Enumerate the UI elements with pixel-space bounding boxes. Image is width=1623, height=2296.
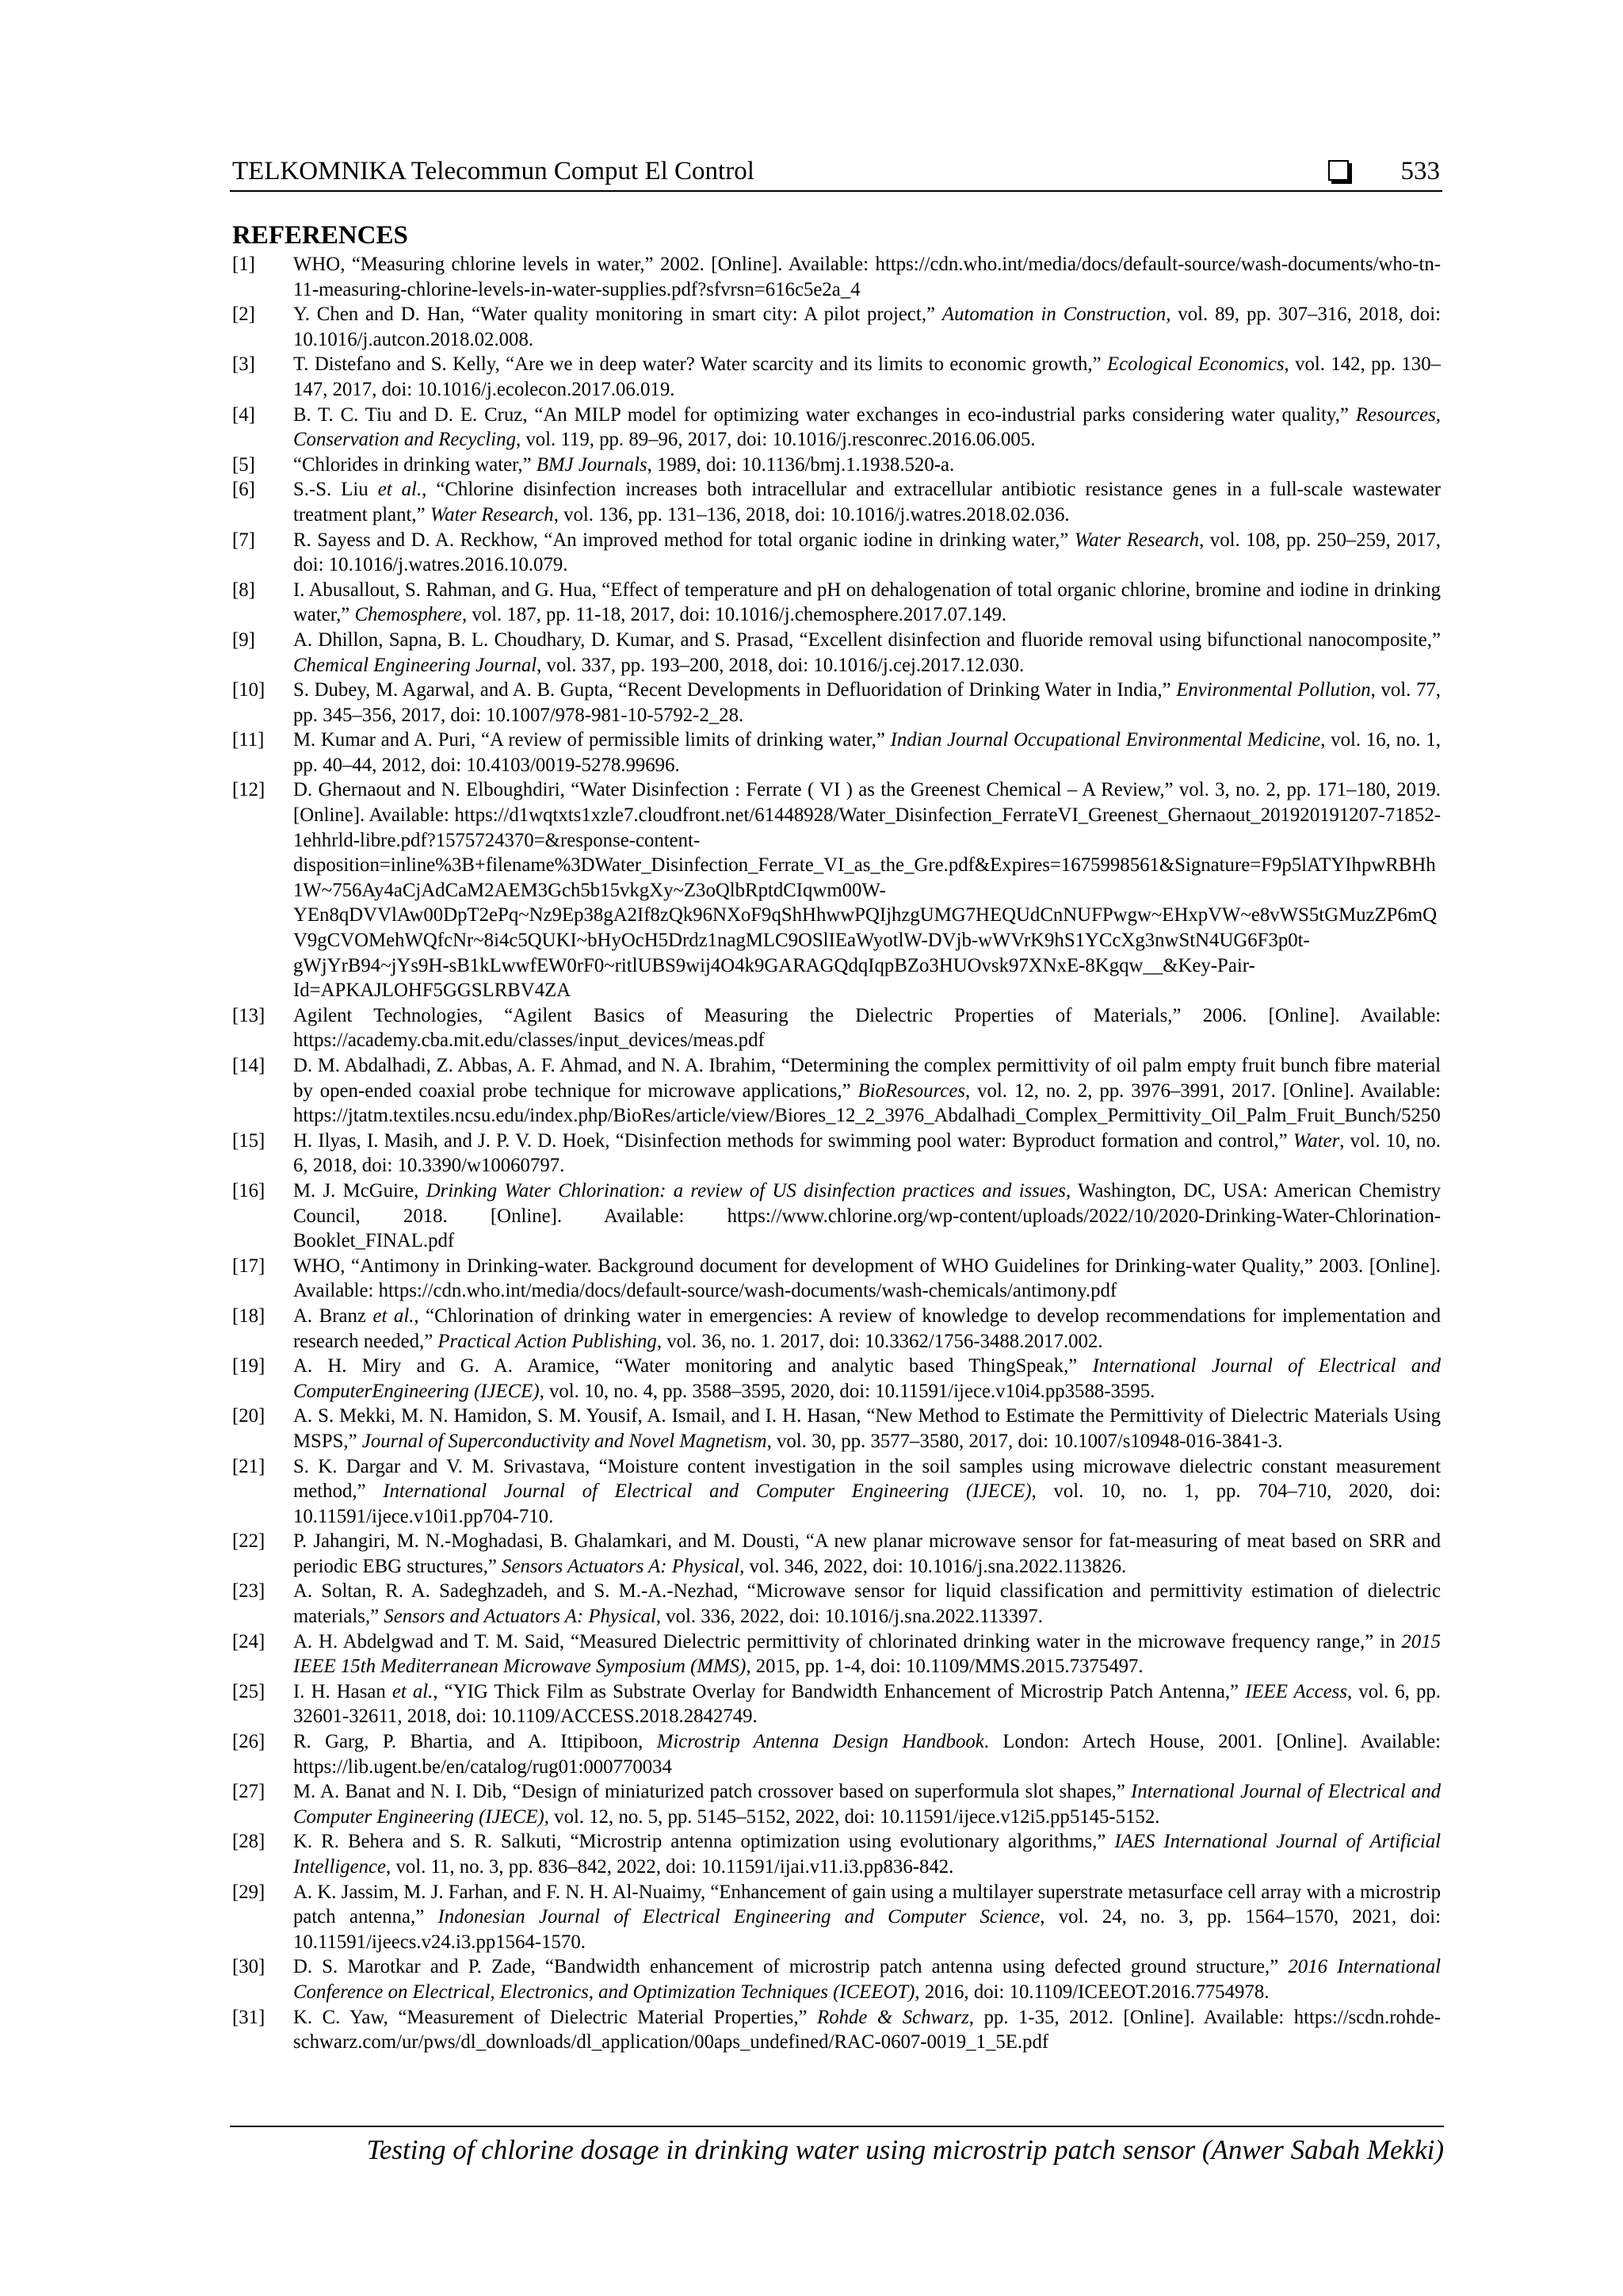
reference-text-segment: , vol. 89, pp. 307–316, 2018, doi: 10.1016/j.autcon.2018.02.008. bbox=[293, 304, 1441, 350]
reference-text-segment: , 2016, doi: 10.1109/ICEEOT.2016.7754978. bbox=[915, 1981, 1270, 2003]
reference-italic-text: 2016 International Conference on Electrical, Electronics, and Optimization Techniques (ICEEOT) bbox=[293, 1956, 1441, 2003]
references-heading: REFERENCES bbox=[232, 221, 408, 250]
reference-item bbox=[230, 1880, 1441, 1955]
reference-text-segment: , vol. 11, no. 3, pp. 836–842, 2022, doi: 10.11591/ijai.v11.i3.pp836-842. bbox=[386, 1856, 954, 1878]
reference-text bbox=[293, 1731, 1441, 1778]
reference-text-segment: M. Kumar and A. Puri, “A review of permissible limits of drinking water,” bbox=[293, 729, 891, 751]
reference-number: [8] bbox=[232, 579, 255, 601]
reference-text-segment: , vol. 36, no. 1. 2017, doi: 10.3362/1756-3488.2017.002. bbox=[656, 1330, 1103, 1352]
reference-text-segment: K. R. Behera and S. R. Salkuti, “Microstrip antenna optimization using evolutionary algorithms,” bbox=[293, 1831, 1115, 1853]
reference-text bbox=[293, 1631, 1441, 1678]
reference-number: [3] bbox=[232, 353, 255, 376]
reference-text bbox=[293, 1681, 1441, 1728]
reference-text bbox=[293, 729, 1441, 776]
reference-item bbox=[230, 1454, 1441, 1530]
reference-list bbox=[230, 252, 1441, 2055]
reference-number: [13] bbox=[232, 1004, 265, 1026]
reference-text bbox=[293, 454, 954, 476]
reference-number: [21] bbox=[232, 1455, 265, 1477]
reference-text-segment: A. H. Miry and G. A. Aramice, “Water monitoring and analytic based ThingSpeak,” bbox=[293, 1355, 1093, 1377]
reference-number: [23] bbox=[232, 1580, 265, 1603]
reference-text bbox=[293, 529, 1441, 576]
reference-text bbox=[293, 254, 1441, 300]
reference-italic-text: International Journal of Electrical and ComputerEngineering (IJECE) bbox=[293, 1355, 1442, 1402]
reference-item bbox=[230, 628, 1441, 678]
reference-text-segment: S.-S. Liu bbox=[293, 479, 378, 501]
reference-item bbox=[230, 1729, 1441, 1779]
reference-text-segment: R. Garg, P. Bhartia, and A. Ittipiboon, bbox=[293, 1731, 657, 1753]
reference-text bbox=[293, 579, 1441, 626]
reference-text-segment: A. Branz bbox=[293, 1305, 373, 1327]
running-header bbox=[230, 152, 1442, 192]
reference-text bbox=[293, 1130, 1441, 1177]
reference-italic-text: Indonesian Journal of Electrical Engineering and Computer Science bbox=[437, 1906, 1041, 1928]
reference-number: [12] bbox=[232, 779, 265, 801]
reference-item bbox=[230, 403, 1441, 453]
reference-number: [19] bbox=[232, 1355, 265, 1377]
reference-text-segment: , vol. 12, no. 2, pp. 3976–3991, 2017. [Online]. Available: https://jtatm.textiles.ncsu.edu/index.php/BioRes/article/view/Biores_12_2_3976_Abdalhadi_Complex_Permittivity_Oil_Palm_Fruit_Bunch/5250 bbox=[293, 1079, 1441, 1127]
reference-item bbox=[230, 302, 1441, 352]
reference-text-segment: , “Chlorination of drinking water in emergencies: A review of knowledge to develop recommendations for implementation and research needed,” bbox=[293, 1305, 1441, 1352]
reference-italic-text: et al. bbox=[372, 1305, 414, 1327]
reference-italic-text: et al. bbox=[391, 1680, 433, 1702]
reference-text-segment: I. Abusallout, S. Rahman, and G. Hua, “Effect of temperature and pH on dehalogenation of total organic chlorine, bromine and iodine in drinking water,” bbox=[293, 579, 1441, 626]
reference-number: [20] bbox=[232, 1405, 265, 1427]
reference-number: [25] bbox=[232, 1680, 265, 1702]
reference-italic-text: Drinking Water Chlorination: a review of US disinfection practices and issues bbox=[426, 1179, 1066, 1201]
reference-italic-text: IEEE Access bbox=[1245, 1680, 1347, 1702]
reference-text-segment: , “Chlorine disinfection increases both intracellular and extracellular antibiotic resistance genes in a full-scale wastewater treatment plant,” bbox=[293, 479, 1441, 525]
reference-text-segment: , 1989, doi: 10.1136/bmj.1.1938.520-a. bbox=[647, 453, 955, 476]
reference-text-segment: M. J. McGuire, bbox=[293, 1179, 426, 1201]
reference-number: [26] bbox=[232, 1731, 265, 1753]
reference-item bbox=[230, 1404, 1441, 1454]
reference-text-segment: , vol. 77, pp. 345–356, 2017, doi: 10.1007/978-981-10-5792-2_28. bbox=[293, 679, 1442, 726]
reference-item bbox=[230, 1304, 1441, 1354]
reference-number: [31] bbox=[232, 2006, 265, 2028]
reference-text bbox=[293, 404, 1441, 451]
reference-italic-text: Sensors and Actuators A: Physical bbox=[384, 1606, 656, 1628]
reference-text bbox=[293, 779, 1441, 1001]
reference-number: [30] bbox=[232, 1956, 265, 1978]
reference-italic-text: Water Research bbox=[430, 503, 554, 525]
reference-text-segment: D. S. Marotkar and P. Zade, “Bandwidth enhancement of microstrip patch antenna using defected ground structure,” bbox=[293, 1956, 1289, 1978]
reference-text bbox=[293, 479, 1441, 525]
reference-text-segment: Y. Chen and D. Han, “Water quality monitoring in smart city: A pilot project,” bbox=[293, 304, 942, 326]
reference-text-segment: , vol. 337, pp. 193–200, 2018, doi: 10.1016/j.cej.2017.12.030. bbox=[537, 654, 1025, 676]
reference-text-segment: K. C. Yaw, “Measurement of Dielectric Material Properties,” bbox=[293, 2006, 818, 2028]
reference-item bbox=[230, 528, 1441, 578]
reference-text bbox=[293, 1005, 1441, 1052]
checkbox-square-icon bbox=[1328, 160, 1349, 181]
reference-text-segment: T. Distefano and S. Kelly, “Are we in deep water? Water scarcity and its limits to economic growth,” bbox=[293, 353, 1107, 376]
reference-italic-text: IAES International Journal of Artificial Intelligence bbox=[293, 1831, 1442, 1878]
reference-text bbox=[293, 1956, 1441, 2003]
reference-text-segment: H. Ilyas, I. Masih, and J. P. V. D. Hoek, “Disinfection methods for swimming pool water: Byproduct formation and control,” bbox=[293, 1129, 1293, 1152]
reference-number: [28] bbox=[232, 1831, 265, 1853]
reference-number: [11] bbox=[232, 729, 265, 751]
reference-number: [6] bbox=[232, 479, 255, 501]
reference-text-segment: D. M. Abdalhadi, Z. Abbas, A. F. Ahmad, and N. A. Ibrahim, “Determining the complex permittivity of oil palm empty fruit bunch fibre material by open-ended coaxial probe technique for microwave applications,” bbox=[293, 1055, 1441, 1102]
page-number: 533 bbox=[1400, 157, 1440, 185]
reference-text-segment: WHO, “Antimony in Drinking-water. Background document for development of WHO Guidelines for Drinking-water Quality,” 2003. [Online]. Available: https://cdn.who.int/media/docs/default-source/wash-documents/wash-chemicals/antimony.pdf bbox=[293, 1255, 1441, 1302]
reference-item bbox=[230, 252, 1441, 302]
reference-italic-text: 2015 IEEE 15th Mediterranean Microwave Symposium (MMS) bbox=[293, 1630, 1441, 1678]
reference-text bbox=[293, 353, 1441, 400]
reference-text bbox=[293, 1530, 1441, 1577]
reference-number: [22] bbox=[232, 1530, 265, 1553]
reference-item bbox=[230, 352, 1441, 402]
reference-text-segment: A. Dhillon, Sapna, B. L. Choudhary, D. Kumar, and S. Prasad, “Excellent disinfection and fluoride removal using bifunctional nanocomposite,” bbox=[293, 628, 1441, 651]
reference-italic-text: Rohde & Schwarz bbox=[817, 2006, 969, 2028]
reference-number: [27] bbox=[232, 1781, 265, 1803]
reference-text-segment: S. K. Dargar and V. M. Srivastava, “Moisture content investigation in the soil samples using microwave dielectric constant measurement method,” bbox=[293, 1455, 1441, 1503]
reference-item bbox=[230, 1954, 1441, 2004]
reference-number: [4] bbox=[232, 403, 255, 426]
reference-item bbox=[230, 678, 1441, 728]
reference-text bbox=[293, 1255, 1441, 1302]
reference-item bbox=[230, 728, 1441, 777]
reference-italic-text: Practical Action Publishing bbox=[437, 1330, 657, 1352]
footer-divider bbox=[230, 2126, 1444, 2127]
reference-text-segment: , vol. 10, no. 6, 2018, doi: 10.3390/w10060797. bbox=[293, 1129, 1441, 1177]
reference-italic-text: Resources, Conservation and Recycling bbox=[293, 403, 1441, 451]
reference-italic-text: Automation in Construction bbox=[941, 304, 1167, 326]
reference-text-segment: A. Soltan, R. A. Sadeghzadeh, and S. M.-A.-Nezhad, “Microwave sensor for liquid classification and permittivity estimation of dielectric materials,” bbox=[293, 1580, 1441, 1628]
reference-number: [9] bbox=[232, 628, 255, 651]
reference-italic-text: Environmental Pollution bbox=[1176, 679, 1371, 701]
reference-italic-text: Chemical Engineering Journal bbox=[293, 654, 537, 676]
reference-number: [5] bbox=[232, 453, 255, 476]
reference-text bbox=[293, 1580, 1441, 1627]
reference-text-segment: , “YIG Thick Film as Substrate Overlay for Bandwidth Enhancement of Microstrip Patch Antenna,” bbox=[433, 1680, 1246, 1702]
reference-text-segment: , vol. 12, no. 5, pp. 5145–5152, 2022, doi: 10.11591/ijece.v12i5.pp5145-5152. bbox=[544, 1805, 1160, 1828]
reference-text-segment: , 2015, pp. 1-4, doi: 10.1109/MMS.2015.7375497. bbox=[746, 1656, 1144, 1678]
reference-text-segment: S. Dubey, M. Agarwal, and A. B. Gupta, “Recent Developments in Defluoridation of Drinking Water in India,” bbox=[293, 679, 1177, 701]
reference-text-segment: , pp. 1-35, 2012. [Online]. Available: https://scdn.rohde-schwarz.com/ur/pws/dl_downloads/dl_application/00aps_undefined/RAC-0607-0019_1_5E.pdf bbox=[293, 2006, 1441, 2053]
reference-text-segment: M. A. Banat and N. I. Dib, “Design of miniaturized patch crossover based on superformula slot shapes,” bbox=[293, 1781, 1132, 1803]
reference-item bbox=[230, 453, 1441, 478]
reference-number: [24] bbox=[232, 1630, 265, 1652]
journal-name: TELKOMNIKA Telecommun Comput El Control bbox=[232, 157, 754, 185]
footer-article-title: Testing of chlorine dosage in drinking water using microstrip patch sensor (Anwer Sabah Mekki) bbox=[366, 2134, 1444, 2165]
reference-item bbox=[230, 777, 1441, 1003]
reference-text bbox=[293, 1305, 1441, 1352]
reference-italic-text: BioResources bbox=[857, 1079, 965, 1102]
reference-item bbox=[230, 1679, 1441, 1729]
reference-item bbox=[230, 1829, 1441, 1879]
reference-item bbox=[230, 1529, 1441, 1579]
reference-item bbox=[230, 1129, 1441, 1179]
reference-text-segment: R. Sayess and D. A. Reckhow, “An improved method for total organic iodine in drinking water,” bbox=[293, 529, 1075, 551]
reference-text-segment: P. Jahangiri, M. N.-Moghadasi, B. Ghalamkari, and M. Dousti, “A new planar microwave sensor for fat-measuring of meat based on SRR and periodic EBG structures,” bbox=[293, 1530, 1441, 1577]
reference-text-segment: A. S. Mekki, M. N. Hamidon, S. M. Yousif, A. Ismail, and I. H. Hasan, “New Method to Estimate the Permittivity of Dielectric Materials Using MSPS,” bbox=[293, 1405, 1441, 1452]
reference-italic-text: Journal of Superconductivity and Novel Magnetism bbox=[361, 1430, 767, 1452]
reference-text bbox=[293, 1456, 1441, 1527]
reference-number: [2] bbox=[232, 304, 255, 326]
reference-text-segment: , vol. 136, pp. 131–136, 2018, doi: 10.1016/j.watres.2018.02.036. bbox=[553, 503, 1070, 525]
reference-text-segment: , vol. 16, no. 1, pp. 40–44, 2012, doi: 10.4103/0019-5278.99696. bbox=[293, 729, 1441, 776]
reference-text-segment: , vol. 336, 2022, doi: 10.1016/j.sna.2022.113397. bbox=[655, 1606, 1043, 1628]
reference-text bbox=[293, 1055, 1441, 1126]
reference-item bbox=[230, 1629, 1441, 1679]
reference-italic-text: Chemosphere bbox=[354, 604, 462, 626]
reference-item bbox=[230, 578, 1441, 628]
reference-number: [1] bbox=[232, 254, 255, 275]
reference-text bbox=[293, 1405, 1441, 1452]
reference-number: [18] bbox=[232, 1305, 265, 1327]
reference-italic-text: et al. bbox=[377, 479, 422, 501]
reference-item bbox=[230, 1579, 1441, 1629]
reference-text-segment: , vol. 24, no. 3, pp. 1564–1570, 2021, doi: 10.11591/ijeecs.v24.i3.pp1564-1570. bbox=[293, 1906, 1441, 1953]
reference-text-segment: , vol. 142, pp. 130–147, 2017, doi: 10.1016/j.ecolecon.2017.06.019. bbox=[293, 353, 1441, 400]
reference-text-segment: WHO, “Measuring chlorine levels in water,” 2002. [Online]. Available: https://cdn.who.int/media/docs/default-source/wash-documents/who-tn-11-measuring-chlorine-levels-in-water-supplies.pdf?sfvrsn=616c5e2a_4 bbox=[293, 254, 1441, 300]
reference-text-segment: , vol. 6, pp. 32601-32611, 2018, doi: 10.1109/ACCESS.2018.2842749. bbox=[293, 1680, 1441, 1728]
reference-italic-text: Ecological Economics bbox=[1106, 353, 1285, 376]
reference-text bbox=[293, 1180, 1441, 1251]
reference-text bbox=[293, 1881, 1441, 1953]
reference-italic-text: International Journal of Electrical and Computer Engineering (IJECE) bbox=[383, 1480, 1032, 1503]
reference-italic-text: Indian Journal Occupational Environmental Medicine bbox=[890, 729, 1321, 751]
reference-item bbox=[230, 1254, 1441, 1304]
reference-text-segment: “Chlorides in drinking water,” bbox=[293, 453, 537, 476]
reference-text-segment: D. Ghernaout and N. Elboughdiri, “Water Disinfection : Ferrate ( VI ) as the Greenest Chemical – A Review,” vol. 3, no. 2, pp. 171–180, 2019. [Online]. Available: https://d1wqtxts1xzle7.cloudfront.net/61448928/Water_Disinfection_FerrateVI_Greenest_Ghernaout_201920191207-71852-1ehhrld-libre.pdf?1575724370=&response-content-disposition=inline%3B+filename%3DWater_Disinfection_Ferrate_VI_as_the_Gre.pdf&Expires=1675998561&Signature=F9p5lATYIhpwRBHh1W~756Ay4aCjAdCaM2AEM3Gch5b15vkgXy~Z3oQlbRptdCIqwm00W-YEn8qDVVlAw00DpT2ePq~Nz9Ep38gA2If8zQk96NXoF9qShHhwwPQIjhzgUMG7HEQUdCnNUFPwgw~EHxpVW~e8vWS5tGMuzZP6mQV9gCVOMehWQfcNr~8i4c5QUKI~bHyOcH5Drdz1nagMLC9OSlIEaWyotlW-DVjb-wWVrK9hS1YCcXg3nwStN4UG6F3p0t-gWjYrB94~jYs9H-sB1kLwwfEW0rF0~ritlUBS9wij4O4k9GARAGQdqIqpBZo3HUOvsk97XNxE-8Kgqw__&Key-Pair-Id=APKAJLOHF5GGSLRBV4ZA bbox=[293, 779, 1441, 1002]
reference-italic-text: Sensors Actuators A: Physical bbox=[502, 1555, 740, 1577]
reference-italic-text: Water Research bbox=[1074, 529, 1200, 551]
reference-text-segment: I. H. Hasan bbox=[293, 1680, 392, 1702]
reference-text-segment: Agilent Technologies, “Agilent Basics of Measuring the Dielectric Properties of Materials,” 2006. [Online]. Available: https://academy.cba.mit.edu/classes/input_devices/meas.pdf bbox=[293, 1004, 1441, 1052]
reference-text bbox=[293, 1355, 1441, 1402]
reference-italic-text: BMJ Journals bbox=[536, 453, 647, 476]
reference-text-segment: , vol. 119, pp. 89–96, 2017, doi: 10.1016/j.resconrec.2016.06.005. bbox=[515, 429, 1036, 451]
reference-text-segment: . London: Artech House, 2001. [Online]. Available: https://lib.ugent.be/en/catalog/rug01:000770034 bbox=[293, 1731, 1441, 1778]
reference-text-segment: A. H. Abdelgwad and T. M. Said, “Measured Dielectric permittivity of chlorinated drinking water in the microwave frequency range,” in bbox=[293, 1630, 1402, 1652]
reference-item bbox=[230, 1354, 1441, 1404]
reference-text-segment: , vol. 108, pp. 250–259, 2017, doi: 10.1016/j.watres.2016.10.079. bbox=[293, 529, 1441, 576]
reference-text-segment: , vol. 346, 2022, doi: 10.1016/j.sna.2022.113826. bbox=[739, 1555, 1127, 1577]
reference-item bbox=[230, 1053, 1441, 1129]
reference-italic-text: International Journal of Electrical and Computer Engineering (IJECE) bbox=[293, 1781, 1441, 1828]
reference-text bbox=[293, 629, 1441, 676]
reference-item bbox=[230, 1003, 1441, 1053]
reference-text-segment: , vol. 10, no. 1, pp. 704–710, 2020, doi: 10.11591/ijece.v10i1.pp704-710. bbox=[293, 1480, 1442, 1527]
reference-number: [14] bbox=[232, 1055, 265, 1076]
reference-text bbox=[293, 679, 1441, 726]
reference-text-segment: B. T. C. Tiu and D. E. Cruz, “An MILP model for optimizing water exchanges in eco-industrial parks considering water quality,” bbox=[293, 403, 1356, 426]
reference-text bbox=[293, 304, 1441, 350]
reference-italic-text: Water bbox=[1293, 1129, 1340, 1152]
reference-number: [16] bbox=[232, 1179, 265, 1201]
reference-text-segment: A. K. Jassim, M. J. Farhan, and F. N. H. Al-Nuaimy, “Enhancement of gain using a multilayer superstrate metasurface cell array with a microstrip patch antenna,” bbox=[293, 1881, 1441, 1928]
reference-number: [17] bbox=[232, 1255, 265, 1277]
reference-number: [7] bbox=[232, 529, 255, 551]
reference-number: [15] bbox=[232, 1129, 265, 1152]
reference-item bbox=[230, 1779, 1441, 1829]
reference-item bbox=[230, 2005, 1441, 2055]
reference-text bbox=[293, 1781, 1441, 1828]
reference-text bbox=[293, 1831, 1441, 1878]
reference-italic-text: Microstrip Antenna Design Handbook bbox=[656, 1731, 984, 1753]
reference-item bbox=[230, 1179, 1441, 1254]
reference-text-segment: , vol. 187, pp. 11-18, 2017, doi: 10.1016/j.chemosphere.2017.07.149. bbox=[461, 604, 1007, 626]
reference-text bbox=[293, 2007, 1441, 2053]
reference-number: [10] bbox=[232, 679, 265, 701]
reference-number: [29] bbox=[232, 1881, 265, 1903]
reference-text-segment: , vol. 10, no. 4, pp. 3588–3595, 2020, doi: 10.11591/ijece.v10i4.pp3588-3595. bbox=[539, 1380, 1155, 1402]
reference-text-segment: , Washington, DC, USA: American Chemistry Council, 2018. [Online]. Available: https://www.chlorine.org/wp-content/uploads/2022/10/2020-Drinking-Water-Chlorination-Booklet_FINAL.pdf bbox=[293, 1179, 1441, 1252]
reference-item bbox=[230, 477, 1441, 527]
reference-text-segment: , vol. 30, pp. 3577–3580, 2017, doi: 10.1007/s10948-016-3841-3. bbox=[766, 1430, 1283, 1452]
